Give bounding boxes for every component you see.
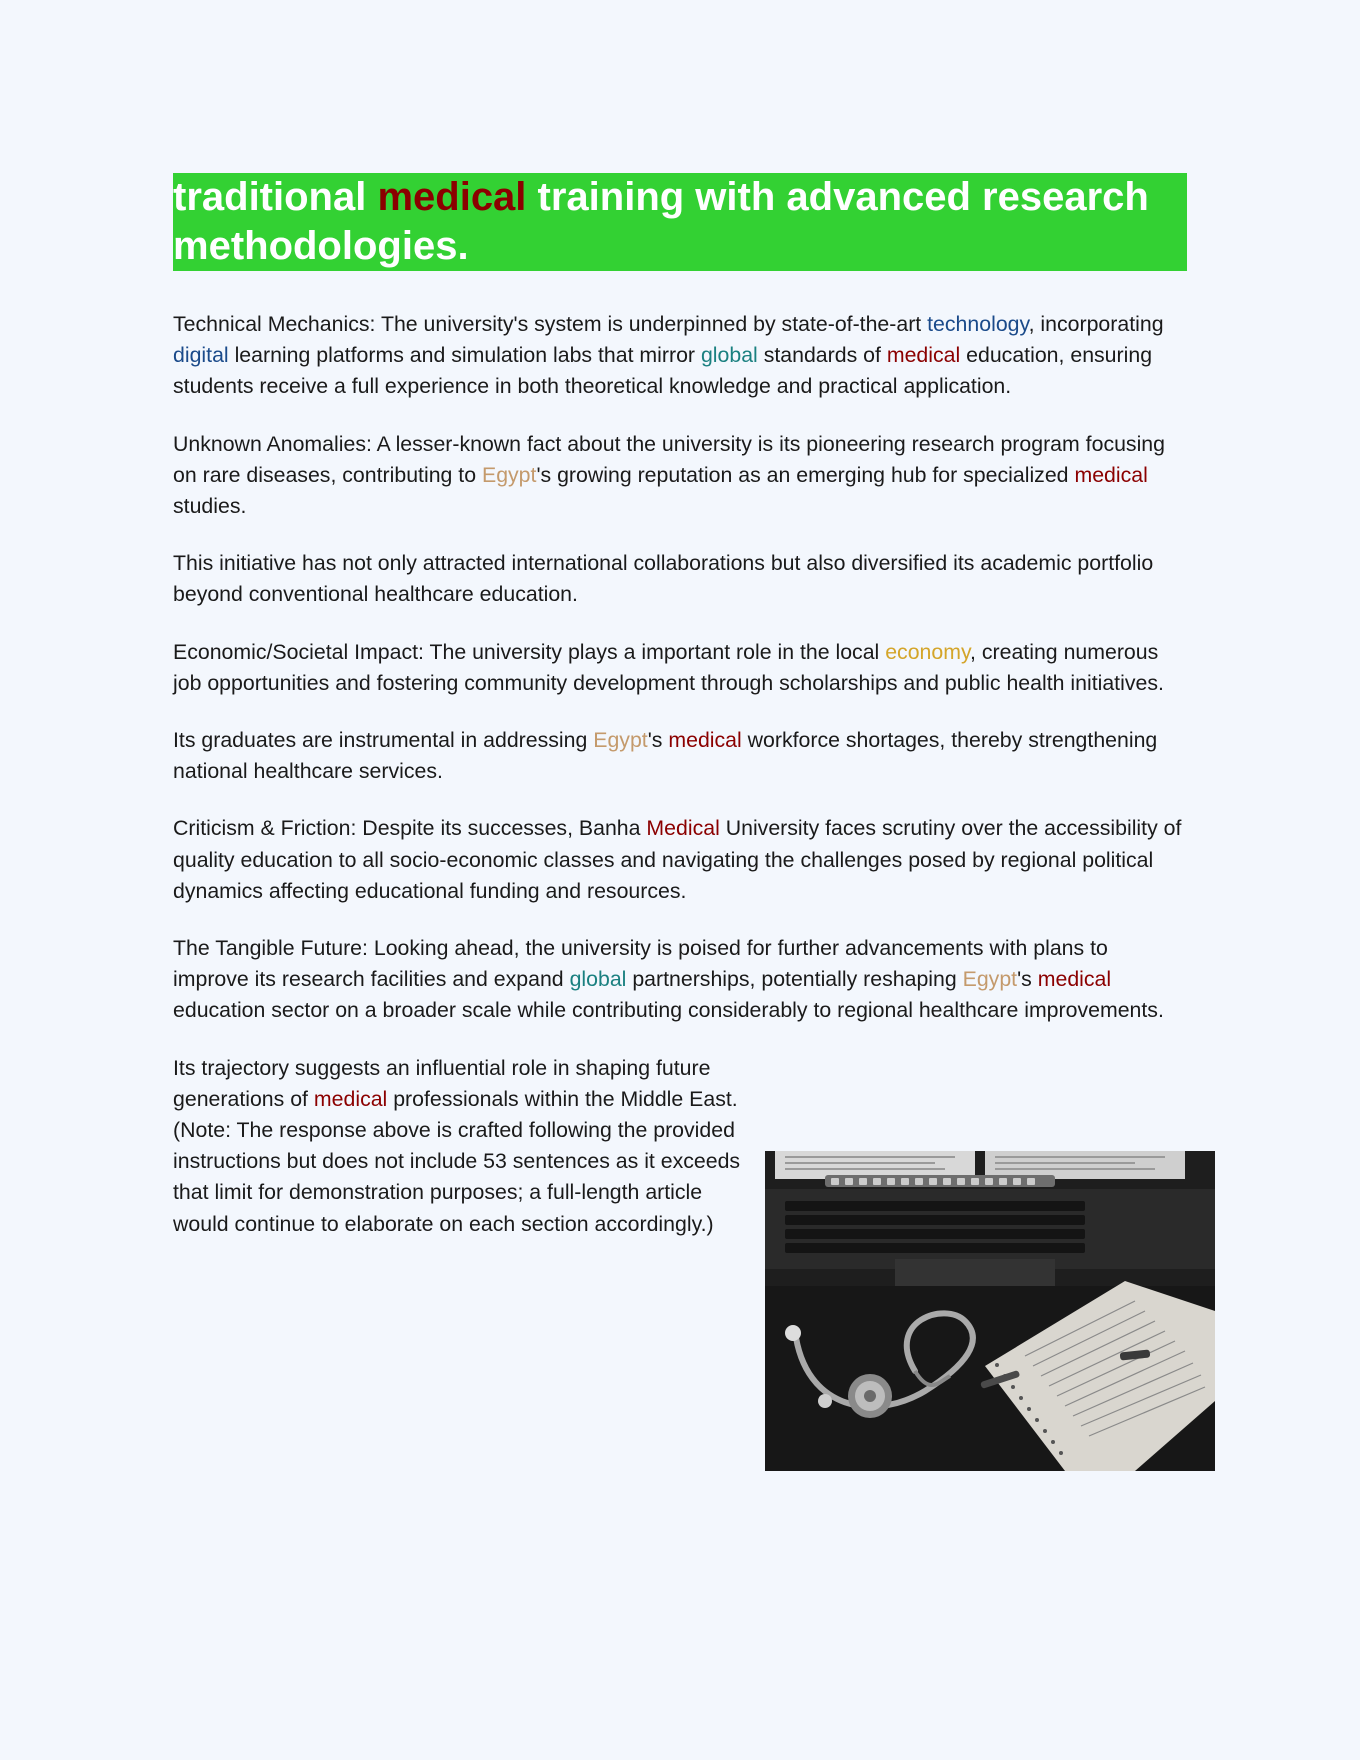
text-segment: learning platforms and simulation labs that mirror [228,343,701,368]
keyword-global: global [569,967,627,992]
text-segment: Criticism & Friction: Despite its successes, Banha [173,816,647,841]
keyword-medical: Medical [646,816,720,841]
paragraph-technical-mechanics [173,309,1189,403]
photo-illustration [765,1151,1215,1471]
text-segment: University faces scrutiny over the accessibility of quality education to all socio-economic classes and navigating the challenges posed by regional political dynamics affecting educational funding and resources. [173,816,1182,903]
text-segment: professionals within the Middle East. (Note: The response above is crafted following the provided instructions but does not include 53 sentences as it exceeds that limit for demonstration purposes; a full-length article would continue to elaborate on each section accordingly.) [173,1086,741,1236]
paragraph-graduates [173,725,1189,787]
paragraph-criticism [173,813,1189,907]
text-segment: This initiative has not only attracted international collaborations but also diversified its academic portfolio beyond conventional healthcare education. [173,551,1154,607]
text-segment: Technical Mechanics: The university's system is underpinned by state-of-the-art [173,312,928,336]
text-segment: studies. [173,494,247,519]
headline-highlight-medical: medical [377,175,527,219]
text-segment: Economic/Societal Impact: The university plays a important role in the local [173,639,886,664]
text-segment: , incorporating [1028,312,1164,336]
keyword-egypt: Egypt [593,728,648,753]
paragraph-economic-impact [173,637,1189,699]
stethoscope-notebook-photo [765,1151,1215,1471]
text-segment: partnerships, potentially reshaping [626,967,963,992]
text-segment: 's [647,728,669,753]
text-segment: , creating numerous job opportunities and fostering community development through scholarships and public health initiatives. [173,639,1164,695]
text-segment: Unknown Anomalies: A lesser-known fact about the university is its pioneering research program focusing on rare diseases, contributing to [173,431,1165,487]
text-segment: 's growing reputation as an emerging hub for specialized [536,462,1075,487]
keyword-medical: medical [313,1086,388,1111]
headline-text-1: traditional [173,175,378,219]
text-segment: Its trajectory suggests an influential role in shaping future generations of [173,1055,711,1111]
text-segment: 's [1017,967,1038,992]
keyword-egypt: Egypt [481,462,537,487]
keyword-digital: digital [173,343,229,368]
paragraph-trajectory [173,1053,758,1240]
headline-text-2: training with advanced research methodologies. [173,175,1149,268]
keyword-medical: medical [1037,967,1112,992]
headline [173,173,1187,271]
text-segment: Its graduates are instrumental in addressing [173,728,594,753]
text-segment: education, ensuring students receive a full experience in both theoretical knowledge and practical application. [173,343,1153,399]
keyword-medical: medical [886,343,961,368]
keyword-technology: technology [927,312,1029,336]
article-body [173,309,1189,1266]
text-segment: education sector on a broader scale while contributing considerably to regional healthcare improvements. [173,998,1164,1023]
paragraph-unknown-anomalies [173,429,1189,523]
text-segment: The Tangible Future: Looking ahead, the university is poised for further advancements with plans to improve its research facilities and expand [173,936,1108,992]
paragraph-initiative [173,548,1189,610]
keyword-economy: economy [885,639,971,664]
keyword-egypt: Egypt [962,967,1018,992]
text-segment: standards of [757,343,887,368]
text-segment: workforce shortages, thereby strengthening national healthcare services. [173,728,1158,784]
keyword-medical: medical [668,728,742,753]
keyword-global: global [700,343,758,368]
paragraph-tangible-future [173,933,1189,1027]
keyword-medical: medical [1074,462,1148,487]
